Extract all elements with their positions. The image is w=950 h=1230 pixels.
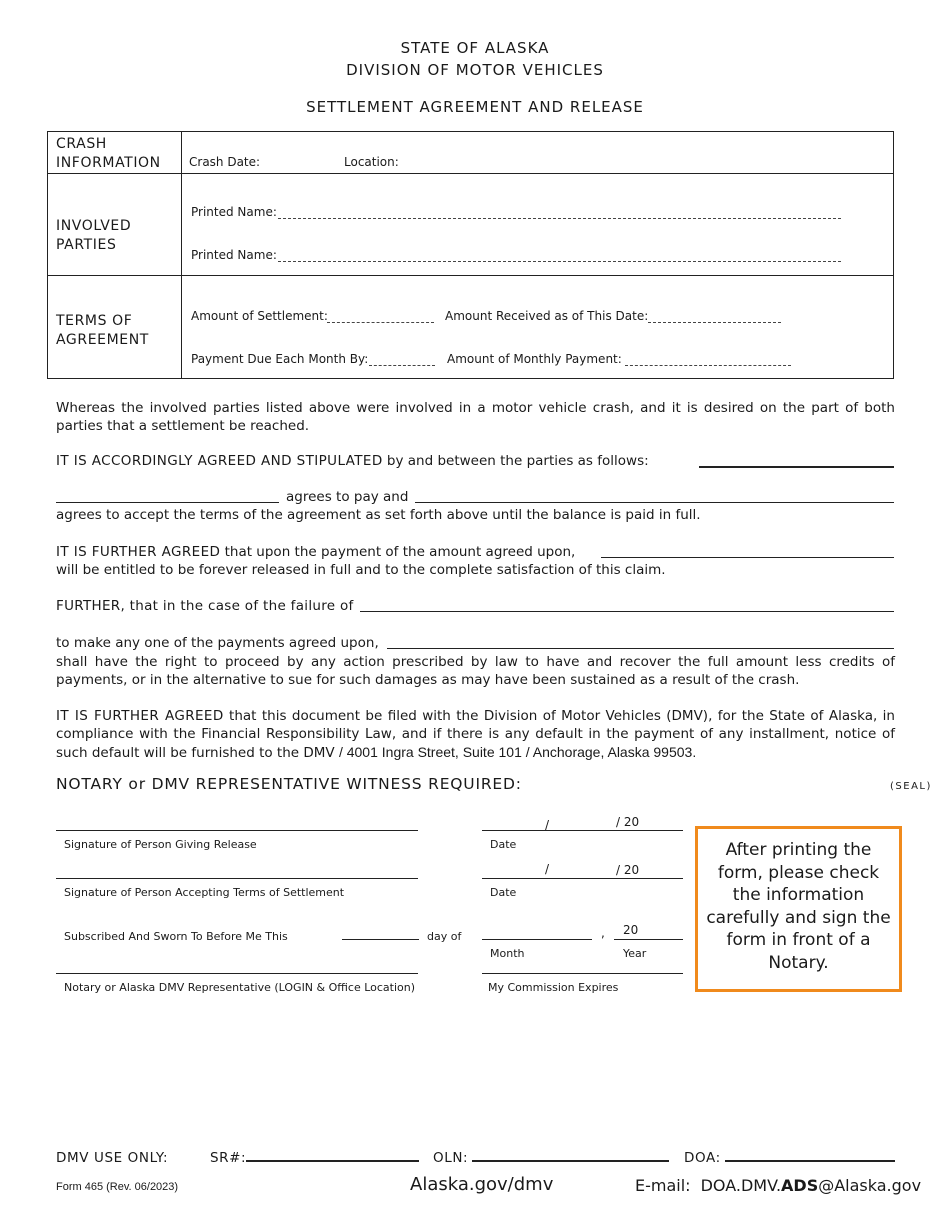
form-number: Form 465 (Rev. 06/2023) (56, 1181, 179, 1193)
dmv-use-only-label: DMV USE ONLY: (56, 1150, 169, 1166)
crash-info-label: CRASH INFORMATION (56, 136, 161, 171)
commission-expires-label: My Commission Expires (488, 981, 619, 994)
commission-expires-field[interactable] (482, 973, 683, 974)
signature-accepting-label: Signature of Person Accepting Terms of Settlement (64, 886, 345, 899)
email-bold-part: ADS (781, 1176, 819, 1195)
further-agreed-paragraph-2 (56, 707, 895, 762)
division-heading: DIVISION OF MOTOR VEHICLES (346, 61, 604, 79)
printed-name-label-2: Printed Name: (191, 248, 277, 262)
sworn-month-field[interactable] (482, 939, 592, 940)
amount-received-line[interactable] (648, 322, 781, 323)
involved-parties-cell (182, 174, 894, 276)
monthly-payment-label: Amount of Monthly Payment: (447, 352, 622, 366)
email-line (635, 1176, 921, 1195)
day-of-label: day of (427, 930, 462, 943)
further-agreed-caps-1: IT IS FURTHER AGREED (56, 544, 221, 560)
info-table (47, 131, 894, 379)
involved-parties-label-cell (48, 174, 182, 276)
signature-accepting-line[interactable] (56, 878, 418, 879)
date-1-field[interactable] (482, 830, 683, 831)
further-failure-text: FURTHER, that in the case of the failure of (56, 598, 354, 614)
date-2-field[interactable] (482, 878, 683, 879)
notary-notice-text: After printing the form, please check the information carefully and sign the form in front of a Notary. (706, 840, 891, 973)
monthly-payment-line[interactable] (625, 365, 791, 366)
entitled-party-field[interactable] (387, 648, 894, 649)
sr-field[interactable] (246, 1160, 419, 1162)
amount-settlement-label: Amount of Settlement: (191, 309, 328, 323)
month-label: Month (490, 947, 525, 960)
oln-label: OLN: (433, 1150, 469, 1166)
date-1-year-prefix: / 20 (616, 815, 640, 829)
amount-settlement-line[interactable] (327, 322, 434, 323)
date-2-year-prefix: / 20 (616, 863, 640, 877)
sworn-year-prefix: 20 (623, 923, 639, 937)
printed-name-label-1: Printed Name: (191, 205, 277, 219)
printed-name-2-line[interactable] (278, 261, 841, 262)
crash-date-label: Crash Date: (189, 155, 261, 169)
agrees-to-pay-text: agrees to pay and (286, 489, 409, 505)
printed-name-1-line[interactable] (278, 218, 841, 219)
agreed-stipulated-line (56, 453, 649, 469)
email-suffix: @Alaska.gov (818, 1176, 922, 1195)
oln-field[interactable] (472, 1160, 669, 1162)
month-year-comma: , (601, 926, 605, 940)
paying-party-field[interactable] (56, 502, 279, 503)
signature-giving-line[interactable] (56, 830, 418, 831)
sworn-year-field[interactable] (614, 939, 683, 940)
terms-label-cell (48, 276, 182, 379)
doa-field[interactable] (725, 1160, 895, 1162)
location-label: Location: (344, 155, 399, 169)
further-agreed-tail-1: that upon the payment of the amount agreed upon, (220, 544, 576, 560)
sr-label: SR#: (210, 1150, 247, 1166)
right-to-proceed-paragraph: shall have the right to proceed by any action prescribed by law to have and recover the full amount less credits of payments, or in the alternative to sue for such damages as may have been sustained as a result of the crash. (56, 654, 895, 688)
notary-notice-box (695, 826, 902, 992)
further-agreed-line-1 (56, 544, 575, 560)
year-label: Year (623, 947, 647, 960)
further-agreed-tail-2: that this document be filed with the Division of Motor Vehicles (DMV), for the State of Alaska, in compliance with the Financial Responsibility Law, and if there is any default in the payment of any installment, notice of such default will be furnished to the DMV (56, 708, 895, 761)
crash-info-label-cell (48, 132, 182, 174)
witness-heading: NOTARY or DMV REPRESENTATIVE WITNESS REQUIRED: (56, 775, 522, 793)
notary-signature-line[interactable] (56, 973, 418, 974)
signature-giving-label: Signature of Person Giving Release (64, 838, 257, 851)
sworn-day-field[interactable] (342, 939, 419, 940)
date-2-label: Date (490, 886, 517, 899)
terms-cell (182, 276, 894, 379)
payment-due-label: Payment Due Each Month By: (191, 352, 369, 366)
subscribed-label: Subscribed And Sworn To Before Me This (64, 930, 288, 943)
terms-label: TERMS OF AGREEMENT (56, 313, 149, 348)
released-text: will be entitled to be forever released in full and to the complete satisfaction of this claim. (56, 562, 666, 578)
crash-info-cell (182, 132, 894, 174)
form-title: SETTLEMENT AGREEMENT AND RELEASE (306, 98, 644, 116)
dmv-address: / 4001 Ingra Street, Suite 101 / Anchorage, Alaska 99503. (338, 744, 697, 760)
agreed-stipulated-tail: by and between the parties as follows: (382, 453, 649, 469)
email-address[interactable] (701, 1176, 922, 1195)
amount-received-label: Amount Received as of This Date: (445, 309, 649, 323)
further-agreed-caps-2: IT IS FURTHER AGREED (56, 708, 224, 724)
email-prefix: DOA.DMV. (700, 1176, 782, 1195)
agrees-accept-text: agrees to accept the terms of the agreement as set forth above until the balance is paid in full. (56, 507, 701, 523)
email-label: E-mail: (635, 1176, 691, 1195)
state-heading: STATE OF ALASKA (400, 39, 550, 57)
website-link[interactable]: Alaska.gov/dmv (410, 1174, 554, 1195)
agreed-stipulated-caps: IT IS ACCORDINGLY AGREED AND STIPULATED (56, 453, 383, 469)
date-1-label: Date (490, 838, 517, 851)
date-2-slash: / (545, 862, 550, 876)
notary-label: Notary or Alaska DMV Representative (LOGIN & Office Location) (64, 981, 416, 994)
doa-label: DOA: (684, 1150, 721, 1166)
seal-label: (SEAL) (890, 781, 932, 792)
payment-due-line[interactable] (369, 365, 435, 366)
involved-parties-label: INVOLVED PARTIES (56, 218, 132, 253)
receiving-party-field[interactable] (415, 502, 894, 503)
date-1-slash: / (545, 818, 550, 832)
released-party-field[interactable] (601, 557, 894, 558)
party-as-follows-field[interactable] (699, 466, 894, 468)
make-payments-text: to make any one of the payments agreed upon, (56, 635, 379, 651)
failing-party-field[interactable] (360, 611, 894, 612)
whereas-paragraph: Whereas the involved parties listed above were involved in a motor vehicle crash, and it is desired on the part of both parties that a settlement be reached. (56, 400, 895, 434)
